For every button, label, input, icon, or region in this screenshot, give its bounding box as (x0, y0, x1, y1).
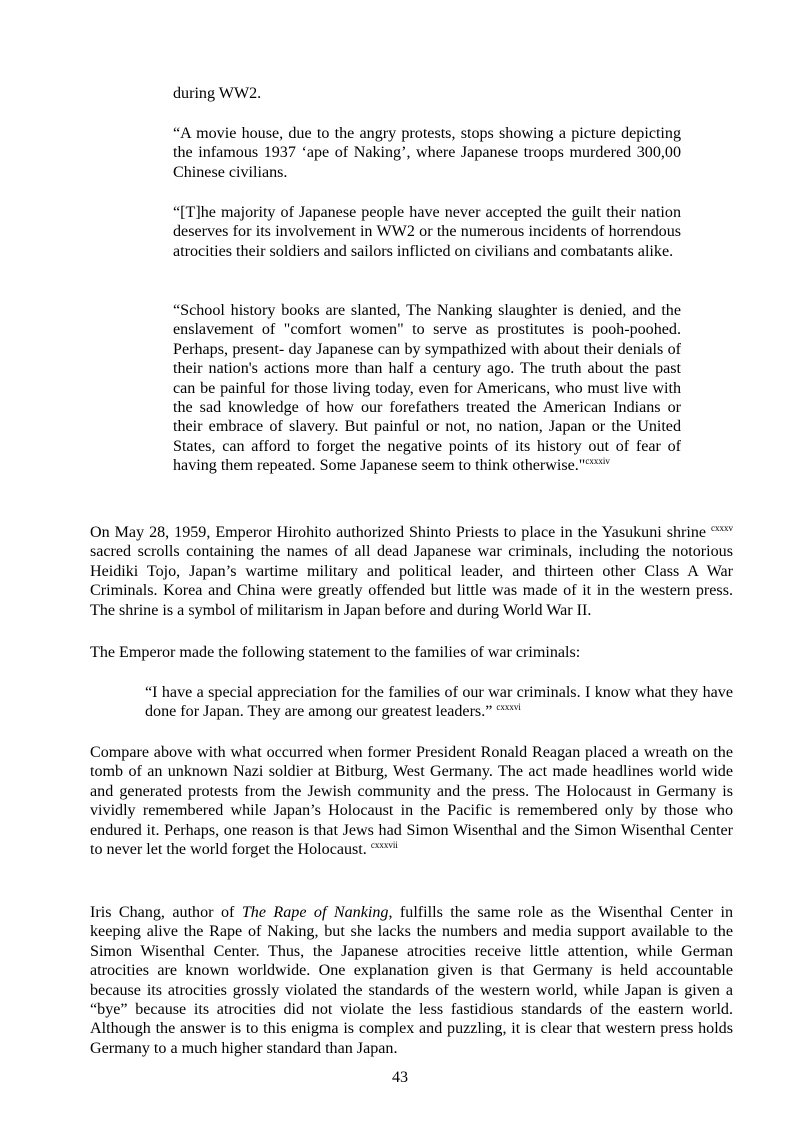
paragraph-text: “I have a special appreciation for the families of our war criminals. I know what they have done for Japan. They are among our greatest leaders.” (145, 684, 733, 721)
paragraph-text: , fulfills the same role as the Wisenthal Center in keeping alive the Rape of Naking, but she lacks the numbers and media support available to the Simon Wisenthal Center. Thus, the Japanese atrocities receive little attention, while German atrocities are known worldwide. One explanation given is that Germany is held accountable because its atrocities grossly violated the standards of the western world, while Japan is given a “bye” because its atrocities did not violate the less fastidious standards of the eastern world. Although the answer is to this enigma is complex and puzzling, it is clear that western press holds Germany to a much higher standard than Japan. (90, 904, 733, 1057)
footnote-marker: cxxxiv (585, 456, 610, 467)
paragraph-text: Iris Chang, author of (90, 904, 235, 921)
paragraph-text: Compare above with what occurred when former President Ronald Reagan placed a wreath on the tomb of an unknown Nazi soldier at Bitburg, West Germany. The act made headlines world wide and generated protests from the Jewish community and the press. The Holocaust in Germany is vividly remembered while Japan’s Holocaust in the Pacific is remembered only by those who endured it. Perhaps, one reason is that Jews had Simon Wisenthal and the Simon Wisenthal Center to never let the world forget the Holocaust. (90, 744, 733, 859)
footnote-marker: cxxxvii (370, 840, 398, 851)
paragraph-yasukuni (90, 523, 733, 620)
quote-majority-japanese (173, 203, 681, 261)
paragraph-text: “[T]he majority of Japanese people have never accepted the guilt their nation deserves for its involvement in WW2 or the numerous incidents of horrendous atrocities their soldiers and sailors inflicted on civilians and combatants alike. (173, 204, 681, 260)
paragraph-text: sacred scrolls containing the names of all dead Japanese war criminals, including the notorious Heidiki Tojo, Japan’s wartime military and political leader, and thirteen other Class A War Criminals. Korea and China were greatly offended but little was made of it in the western press. The shrine is a symbol of militarism in Japan before and during World War II. (90, 543, 733, 619)
paragraph-text: The Emperor made the following statement to the families of war criminals: (90, 644, 581, 661)
paragraph-text: during WW2. (173, 85, 262, 102)
paragraph-text: “A movie house, due to the angry protests, stops showing a picture depicting the infamous 1937 ‘ape of Naking’, where Japanese troops murdered 300,00 Chinese civilians. (173, 125, 681, 181)
quote-movie-house (173, 124, 681, 182)
paragraph-continuation (173, 84, 681, 103)
paragraph-reagan-bitburg (90, 743, 733, 859)
quote-emperor (145, 683, 733, 722)
footnote-marker: cxxxv (711, 523, 734, 533)
page-number: 43 (391, 1069, 409, 1086)
footnote-marker: cxxxvi (496, 702, 521, 713)
paragraph-text: On May 28, 1959, Emperor Hirohito authorized Shinto Priests to place in the Yasukuni shrine (90, 524, 707, 541)
paragraph-text: “School history books are slanted, The Nanking slaughter is denied, and the enslavement of "comfort women" to serve as prostitutes is pooh-poohed. Perhaps, present- day Japanese can by sympathized with about their denials of their nation's actions more than half a century ago. The truth about the past can be painful for those living today, even for Americans, who must live with the sad knowledge of how our forefathers treated the American Indians or their embrace of slavery. But painful or not, no nation, Japan or the United States, can afford to forget the negative points of its history out of fear of having them repeated. Some Japanese seem to think otherwise." (173, 302, 681, 475)
paragraph-iris-chang (90, 903, 733, 1058)
book-title: The Rape of Nanking (241, 904, 389, 921)
quote-school-history (173, 301, 681, 476)
paragraph-emperor-statement (90, 643, 733, 662)
